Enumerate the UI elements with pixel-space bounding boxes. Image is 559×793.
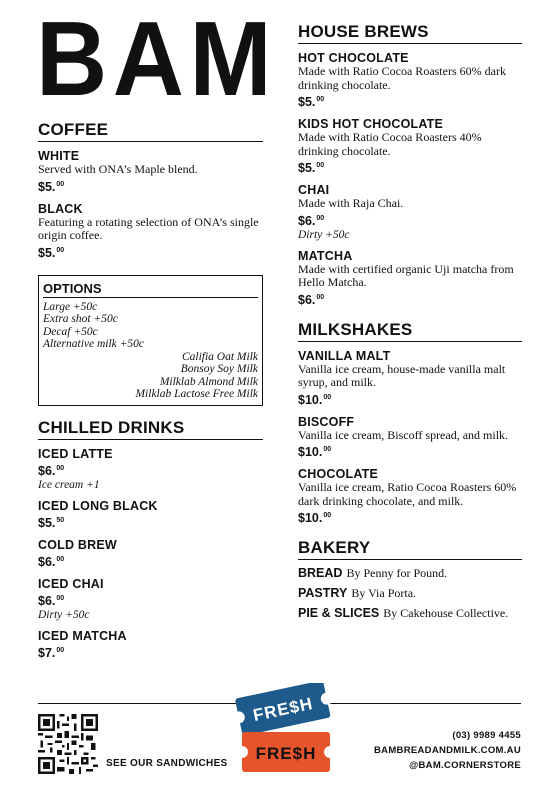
item-name: BREAD bbox=[298, 566, 343, 580]
item-name: VANILLA MALT bbox=[298, 348, 391, 363]
milkshakes-section-title: MILKSHAKES bbox=[298, 320, 522, 342]
item-name: MATCHA bbox=[298, 248, 353, 263]
chilled-section-title: CHILLED DRINKS bbox=[38, 418, 263, 440]
item-price: $6.00 bbox=[298, 292, 325, 307]
item-price: $10.00 bbox=[298, 445, 332, 459]
item-name: ICED LONG BLACK bbox=[38, 498, 158, 513]
item-price: $5.00 bbox=[298, 95, 325, 109]
bakery-item-pastry bbox=[298, 586, 522, 600]
item-description: Vanilla ice cream, Ratio Cocoa Roasters 60% dark drinking chocolate, and milk. bbox=[298, 480, 517, 508]
menu-item-biscoff bbox=[298, 415, 522, 461]
item-description: By Cakehouse Collective. bbox=[383, 606, 509, 620]
item-price: $5.00 bbox=[38, 245, 65, 260]
item-note: Dirty +50c bbox=[298, 228, 350, 241]
milk-option: Milklab Almond Milk bbox=[159, 375, 258, 388]
milk-option: Califia Oat Milk bbox=[181, 350, 258, 363]
options-title: OPTIONS bbox=[43, 281, 258, 298]
menu-item-chai bbox=[298, 183, 522, 242]
item-description: By Penny for Pound. bbox=[346, 566, 448, 580]
contact-block bbox=[374, 728, 521, 773]
item-name: HOT CHOCOLATE bbox=[298, 51, 409, 65]
menu-item-chocolate-shake bbox=[298, 467, 522, 526]
fresh-ticket-logo bbox=[228, 683, 338, 777]
item-note: Dirty +50c bbox=[38, 608, 90, 621]
item-price: $6.00 bbox=[38, 554, 65, 569]
menu-item-iced-latte bbox=[38, 447, 263, 492]
item-name: KIDS HOT CHOCOLATE bbox=[298, 117, 444, 131]
item-name: ICED MATCHA bbox=[38, 628, 127, 643]
item-price: $7.00 bbox=[38, 645, 65, 660]
menu-item-vanilla-malt bbox=[298, 349, 522, 408]
item-description: Served with ONA’s Maple blend. bbox=[38, 162, 198, 176]
item-description: Vanilla ice cream, house-made vanilla malt syrup, and milk. bbox=[298, 361, 506, 389]
bakery-section-title: BAKERY bbox=[298, 538, 522, 560]
item-name: BISCOFF bbox=[298, 414, 355, 429]
item-price: $6.00 bbox=[38, 593, 65, 608]
phone-number[interactable]: (03) 9989 4455 bbox=[452, 730, 521, 741]
milk-option: Milklab Lactose Free Milk bbox=[135, 388, 258, 400]
item-price: $6.00 bbox=[38, 463, 65, 478]
menu-item-iced-matcha bbox=[38, 629, 263, 661]
qr-code-icon[interactable] bbox=[38, 714, 98, 774]
item-description: Featuring a rotating selection of ONA’s single origin coffee. bbox=[38, 214, 259, 242]
option-line: Decaf +50c bbox=[43, 325, 98, 338]
item-description: Made with certified organic Uji matcha from Hello Matcha. bbox=[298, 261, 514, 289]
item-name: ICED CHAI bbox=[38, 576, 104, 591]
item-name: BLACK bbox=[38, 201, 83, 216]
item-name: CHAI bbox=[298, 183, 330, 197]
menu-item-cold-brew bbox=[38, 538, 263, 570]
item-description: Made with Ratio Cocoa Roasters 60% dark drinking chocolate. bbox=[298, 64, 506, 92]
menu-item-iced-long-black bbox=[38, 499, 263, 531]
item-name: CHOCOLATE bbox=[298, 467, 379, 481]
item-price: $5.50 bbox=[38, 515, 65, 530]
options-box bbox=[38, 275, 263, 406]
website-link[interactable]: BAMBREADANDMILK.COM.AU bbox=[374, 745, 521, 756]
menu-item-kids-hot-chocolate bbox=[298, 117, 522, 176]
bakery-item-pie-slices bbox=[298, 606, 522, 620]
option-line: Extra shot +50c bbox=[43, 313, 118, 325]
item-description: Made with Ratio Cocoa Roasters 40% drinking chocolate. bbox=[298, 130, 482, 158]
left-column bbox=[38, 120, 263, 661]
see-our-sandwiches-text: SEE OUR SANDWICHES bbox=[106, 758, 228, 769]
item-price: $5.00 bbox=[298, 161, 325, 175]
menu-item-white bbox=[38, 149, 263, 195]
item-price: $10.00 bbox=[298, 392, 332, 407]
fresh-top-label: FRE$H bbox=[251, 693, 315, 726]
menu-item-hot-chocolate bbox=[298, 51, 522, 110]
item-name: COLD BREW bbox=[38, 537, 117, 552]
option-line: Large +50c bbox=[43, 300, 98, 313]
fresh-bottom-label: FRE$H bbox=[255, 744, 317, 763]
option-line: Alternative milk +50c bbox=[43, 338, 145, 350]
item-note: Ice cream +1 bbox=[38, 478, 100, 491]
house-brews-section-title: HOUSE BREWS bbox=[298, 22, 522, 44]
item-name: WHITE bbox=[38, 149, 80, 163]
item-price: $5.00 bbox=[38, 179, 65, 194]
item-description: By Via Porta. bbox=[351, 586, 417, 600]
menu-item-iced-chai bbox=[38, 577, 263, 622]
item-name: ICED LATTE bbox=[38, 446, 113, 461]
bam-logo: BAM bbox=[36, 0, 278, 118]
item-name: PIE & SLICES bbox=[298, 606, 380, 620]
item-description: Vanilla ice cream, Biscoff spread, and milk. bbox=[298, 427, 509, 442]
instagram-handle[interactable]: @BAM.CORNERSTORE bbox=[408, 760, 521, 771]
milk-option: Bonsoy Soy Milk bbox=[180, 363, 258, 375]
right-column bbox=[298, 22, 522, 620]
menu-item-matcha bbox=[298, 249, 522, 308]
coffee-section-title: COFFEE bbox=[38, 120, 263, 142]
bakery-item-bread bbox=[298, 566, 522, 580]
item-price: $6.00 bbox=[298, 213, 325, 228]
item-price: $10.00 bbox=[298, 511, 332, 525]
item-description: Made with Raja Chai. bbox=[298, 196, 404, 210]
menu-item-black bbox=[38, 202, 263, 261]
item-name: PASTRY bbox=[298, 586, 348, 600]
